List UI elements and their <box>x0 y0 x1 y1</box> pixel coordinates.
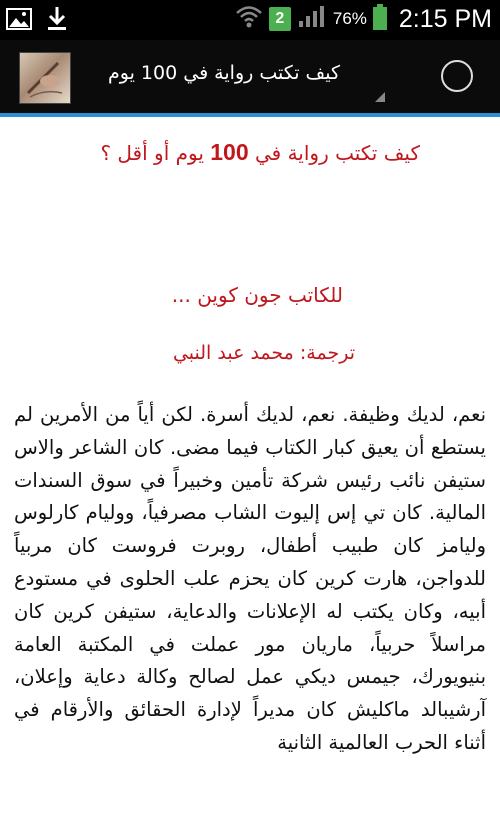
gallery-icon <box>6 7 32 35</box>
dropdown-caret-icon <box>375 92 385 102</box>
article-title-prefix: كيف تكتب رواية في <box>248 141 420 165</box>
signal-icon <box>297 5 327 33</box>
status-bar-notifications <box>6 6 68 36</box>
download-icon <box>46 6 68 36</box>
article-translator: ترجمة: محمد عبد النبي <box>172 342 355 364</box>
battery-percent: 76% <box>332 9 367 28</box>
action-bar-title[interactable]: كيف تكتب رواية في 100 يوم <box>108 62 340 84</box>
clock: 2:15 PM <box>398 4 492 33</box>
loading-spinner-icon <box>441 60 473 92</box>
article-title <box>100 139 420 166</box>
wifi-icon <box>235 4 263 34</box>
notification-count-badge: 2 <box>269 7 291 31</box>
article-title-number: 100 <box>210 139 249 165</box>
app-logo-thumbnail[interactable] <box>19 52 71 104</box>
article-body: نعم، لديك وظيفة. نعم، لديك أسرة. لكن أياً من الأمرين لم يستطع أن يعيق كبار الكتاب فيما مضى. كان الشاعر والاس ستيفن نائب رئيس شركة تأمين وخبيراً في سوق السندات المالية. كان تي إس إليوت الشاب مصرفياً، ووليام كارلوس وليامز كان طبيب أطفال، روبرت فروست كان مربياً للدواجن، هارت كرين كان يحزم علب الحلوى في مستودع أبيه، وكان يكتب له الإعلانات والدعاية، ستيفن كرين كان مراسلاً حربياً، ماريان مور عملت في المكتبة العامة بنيويورك، جيمس ديكي عمل لصالح وكالة دعاية وإعلان، آرشيبالد ماكليش كان مديراً لإدارة الحقائق والأرقام في أثناء الحرب العالمية الثانية <box>14 403 486 754</box>
article-author: للكاتب جون كوين ... <box>171 283 343 307</box>
status-bar-system <box>235 4 492 34</box>
battery-icon <box>373 4 387 34</box>
action-bar <box>0 40 500 113</box>
action-bar-divider <box>0 113 500 117</box>
article-title-suffix: يوم أو أقل ؟ <box>100 141 211 165</box>
status-bar <box>0 0 500 40</box>
